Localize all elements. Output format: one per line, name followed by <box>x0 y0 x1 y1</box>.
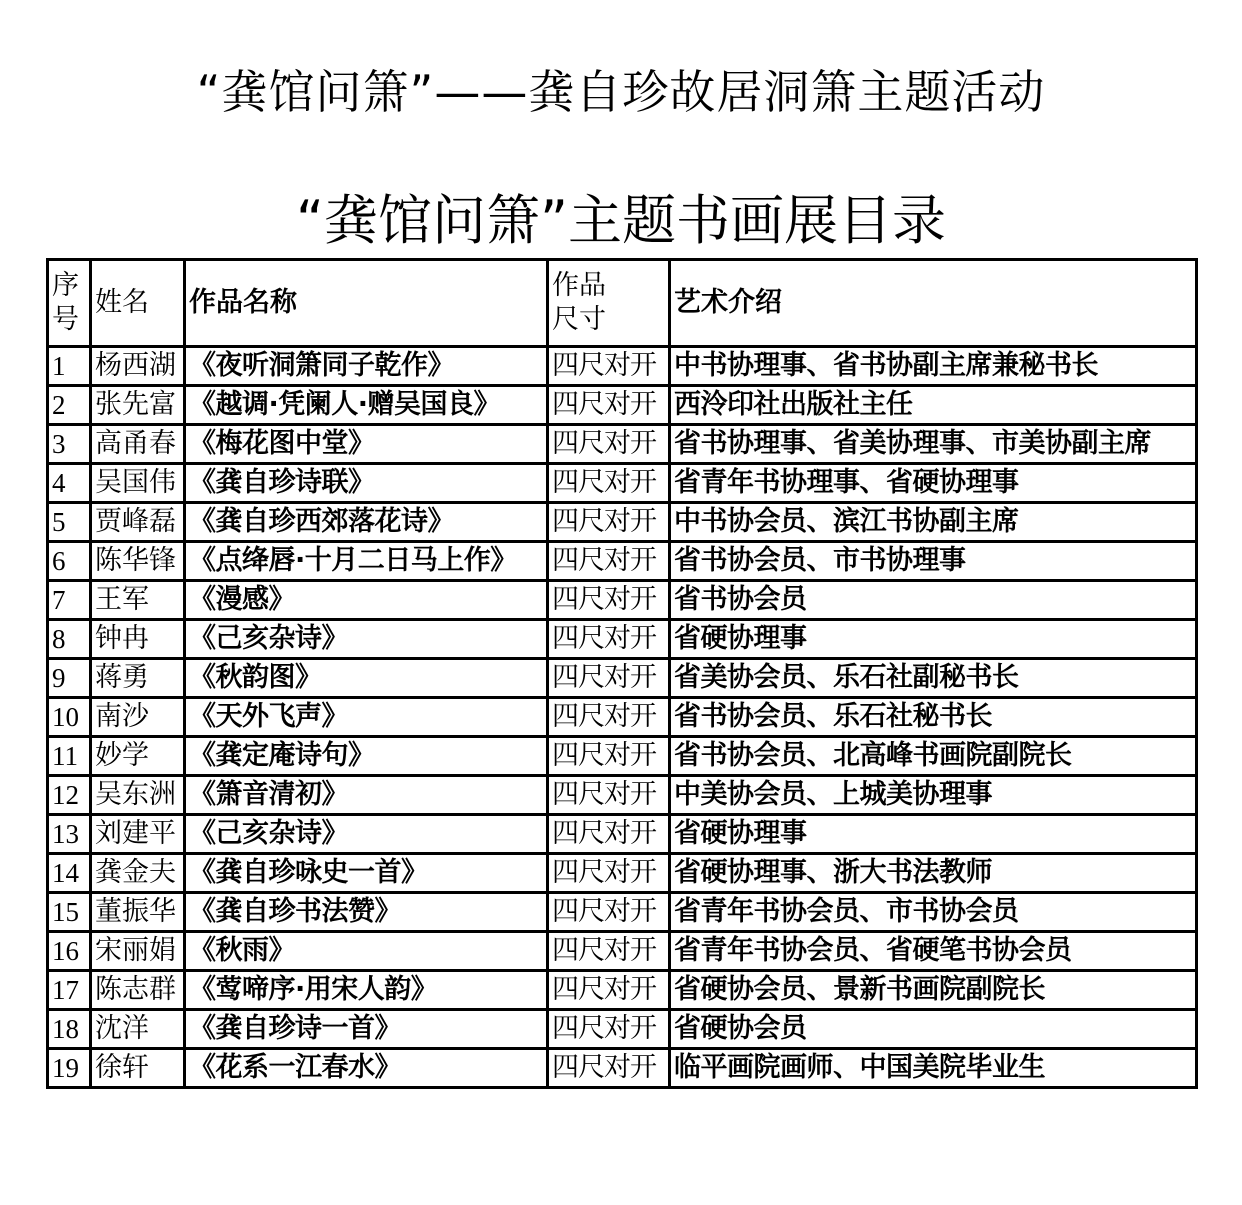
cell-artist-intro: 省硬协理事、浙大书法教师 <box>670 854 1197 893</box>
table-row <box>48 386 1197 425</box>
cell-size: 四尺对开 <box>548 893 670 932</box>
cell-size: 四尺对开 <box>548 620 670 659</box>
cell-size: 四尺对开 <box>548 854 670 893</box>
page-title: “龚馆问箫”——龚自珍故居洞箫主题活动 <box>196 65 1046 119</box>
table-row <box>48 347 1197 386</box>
cell-no: 7 <box>48 581 91 620</box>
cell-size: 四尺对开 <box>548 971 670 1010</box>
cell-work-title: 《龚自珍西郊落花诗》 <box>185 503 548 542</box>
cell-no: 18 <box>48 1010 91 1049</box>
cell-size: 四尺对开 <box>548 698 670 737</box>
cell-work-title: 《梅花图中堂》 <box>185 425 548 464</box>
table-body <box>48 347 1197 1088</box>
cell-size: 四尺对开 <box>548 386 670 425</box>
cell-work-title: 《己亥杂诗》 <box>185 620 548 659</box>
cell-artist-intro: 中美协会员、上城美协理事 <box>670 776 1197 815</box>
table-row <box>48 620 1197 659</box>
cell-artist-intro: 省硬协理事 <box>670 815 1197 854</box>
cell-work-title: 《龚自珍诗联》 <box>185 464 548 503</box>
cell-name: 陈华锋 <box>91 542 185 581</box>
column-header-work: 作品名称 <box>185 260 548 347</box>
table-row <box>48 737 1197 776</box>
column-header-size <box>548 260 670 347</box>
cell-size: 四尺对开 <box>548 776 670 815</box>
column-header-no-line2: 号 <box>52 304 79 335</box>
table-header-row <box>48 260 1197 347</box>
column-header-intro: 艺术介绍 <box>670 260 1197 347</box>
cell-artist-intro: 省青年书协会员、省硬笔书协会员 <box>670 932 1197 971</box>
cell-work-title: 《龚定庵诗句》 <box>185 737 548 776</box>
table-row <box>48 542 1197 581</box>
cell-artist-intro: 省书协会员、北高峰书画院副院长 <box>670 737 1197 776</box>
cell-work-title: 《秋雨》 <box>185 932 548 971</box>
cell-name: 王军 <box>91 581 185 620</box>
cell-no: 6 <box>48 542 91 581</box>
cell-no: 14 <box>48 854 91 893</box>
table-row <box>48 425 1197 464</box>
cell-artist-intro: 西泠印社出版社主任 <box>670 386 1197 425</box>
cell-name: 贾峰磊 <box>91 503 185 542</box>
cell-name: 龚金夫 <box>91 854 185 893</box>
table-row <box>48 776 1197 815</box>
cell-name: 钟冉 <box>91 620 185 659</box>
cell-name: 刘建平 <box>91 815 185 854</box>
cell-no: 9 <box>48 659 91 698</box>
cell-artist-intro: 省书协会员 <box>670 581 1197 620</box>
cell-size: 四尺对开 <box>548 1010 670 1049</box>
cell-no: 8 <box>48 620 91 659</box>
cell-work-title: 《漫感》 <box>185 581 548 620</box>
cell-work-title: 《龚自珍诗一首》 <box>185 1010 548 1049</box>
cell-size: 四尺对开 <box>548 347 670 386</box>
cell-no: 15 <box>48 893 91 932</box>
cell-size: 四尺对开 <box>548 815 670 854</box>
cell-size: 四尺对开 <box>548 737 670 776</box>
table-row <box>48 464 1197 503</box>
cell-size: 四尺对开 <box>548 581 670 620</box>
cell-name: 沈洋 <box>91 1010 185 1049</box>
cell-artist-intro: 中书协理事、省书协副主席兼秘书长 <box>670 347 1197 386</box>
cell-artist-intro: 省书协会员、市书协理事 <box>670 542 1197 581</box>
cell-no: 3 <box>48 425 91 464</box>
cell-artist-intro: 省青年书协会员、市书协会员 <box>670 893 1197 932</box>
cell-name: 妙学 <box>91 737 185 776</box>
cell-work-title: 《点绛唇·十月二日马上作》 <box>185 542 548 581</box>
cell-artist-intro: 省书协会员、乐石社秘书长 <box>670 698 1197 737</box>
cell-no: 16 <box>48 932 91 971</box>
table-row <box>48 503 1197 542</box>
cell-name: 董振华 <box>91 893 185 932</box>
table-row <box>48 581 1197 620</box>
cell-work-title: 《秋韵图》 <box>185 659 548 698</box>
table-row <box>48 893 1197 932</box>
cell-no: 12 <box>48 776 91 815</box>
cell-work-title: 《箫音清初》 <box>185 776 548 815</box>
cell-name: 张先富 <box>91 386 185 425</box>
cell-no: 11 <box>48 737 91 776</box>
cell-artist-intro: 省书协理事、省美协理事、市美协副主席 <box>670 425 1197 464</box>
cell-no: 2 <box>48 386 91 425</box>
cell-size: 四尺对开 <box>548 542 670 581</box>
column-header-name: 姓名 <box>91 260 185 347</box>
cell-size: 四尺对开 <box>548 425 670 464</box>
cell-artist-intro: 省硬协会员、景新书画院副院长 <box>670 971 1197 1010</box>
catalog-subtitle: “龚馆问箫”主题书画展目录 <box>296 189 946 252</box>
cell-no: 19 <box>48 1049 91 1088</box>
cell-name: 蒋勇 <box>91 659 185 698</box>
cell-name: 宋丽娟 <box>91 932 185 971</box>
cell-name: 杨西湖 <box>91 347 185 386</box>
cell-work-title: 《龚自珍书法赞》 <box>185 893 548 932</box>
cell-artist-intro: 省青年书协理事、省硬协理事 <box>670 464 1197 503</box>
cell-size: 四尺对开 <box>548 932 670 971</box>
table-row <box>48 698 1197 737</box>
cell-size: 四尺对开 <box>548 659 670 698</box>
cell-work-title: 《己亥杂诗》 <box>185 815 548 854</box>
column-header-size-line1: 作品 <box>552 270 606 301</box>
catalog-table <box>46 258 1198 1089</box>
cell-no: 17 <box>48 971 91 1010</box>
cell-artist-intro: 省硬协理事 <box>670 620 1197 659</box>
column-header-size-line2: 尺寸 <box>552 304 606 335</box>
cell-size: 四尺对开 <box>548 464 670 503</box>
table-row <box>48 932 1197 971</box>
cell-name: 吴国伟 <box>91 464 185 503</box>
cell-artist-intro: 省美协会员、乐石社副秘书长 <box>670 659 1197 698</box>
table-row <box>48 971 1197 1010</box>
cell-work-title: 《夜听洞箫同子乾作》 <box>185 347 548 386</box>
cell-no: 1 <box>48 347 91 386</box>
column-header-no <box>48 260 91 347</box>
cell-no: 13 <box>48 815 91 854</box>
cell-name: 吴东洲 <box>91 776 185 815</box>
cell-name: 南沙 <box>91 698 185 737</box>
cell-work-title: 《花系一江春水》 <box>185 1049 548 1088</box>
cell-no: 5 <box>48 503 91 542</box>
cell-size: 四尺对开 <box>548 1049 670 1088</box>
table-row <box>48 854 1197 893</box>
cell-name: 高甬春 <box>91 425 185 464</box>
column-header-no-line1: 序 <box>52 270 79 301</box>
cell-artist-intro: 省硬协会员 <box>670 1010 1197 1049</box>
cell-work-title: 《越调·凭阑人·赠吴国良》 <box>185 386 548 425</box>
cell-no: 10 <box>48 698 91 737</box>
cell-name: 徐轩 <box>91 1049 185 1088</box>
cell-size: 四尺对开 <box>548 503 670 542</box>
cell-work-title: 《莺啼序·用宋人韵》 <box>185 971 548 1010</box>
table-row <box>48 815 1197 854</box>
table-row <box>48 1010 1197 1049</box>
table-row <box>48 1049 1197 1088</box>
cell-name: 陈志群 <box>91 971 185 1010</box>
cell-no: 4 <box>48 464 91 503</box>
cell-work-title: 《龚自珍咏史一首》 <box>185 854 548 893</box>
table-row <box>48 659 1197 698</box>
cell-artist-intro: 中书协会员、滨江书协副主席 <box>670 503 1197 542</box>
cell-work-title: 《天外飞声》 <box>185 698 548 737</box>
cell-artist-intro: 临平画院画师、中国美院毕业生 <box>670 1049 1197 1088</box>
